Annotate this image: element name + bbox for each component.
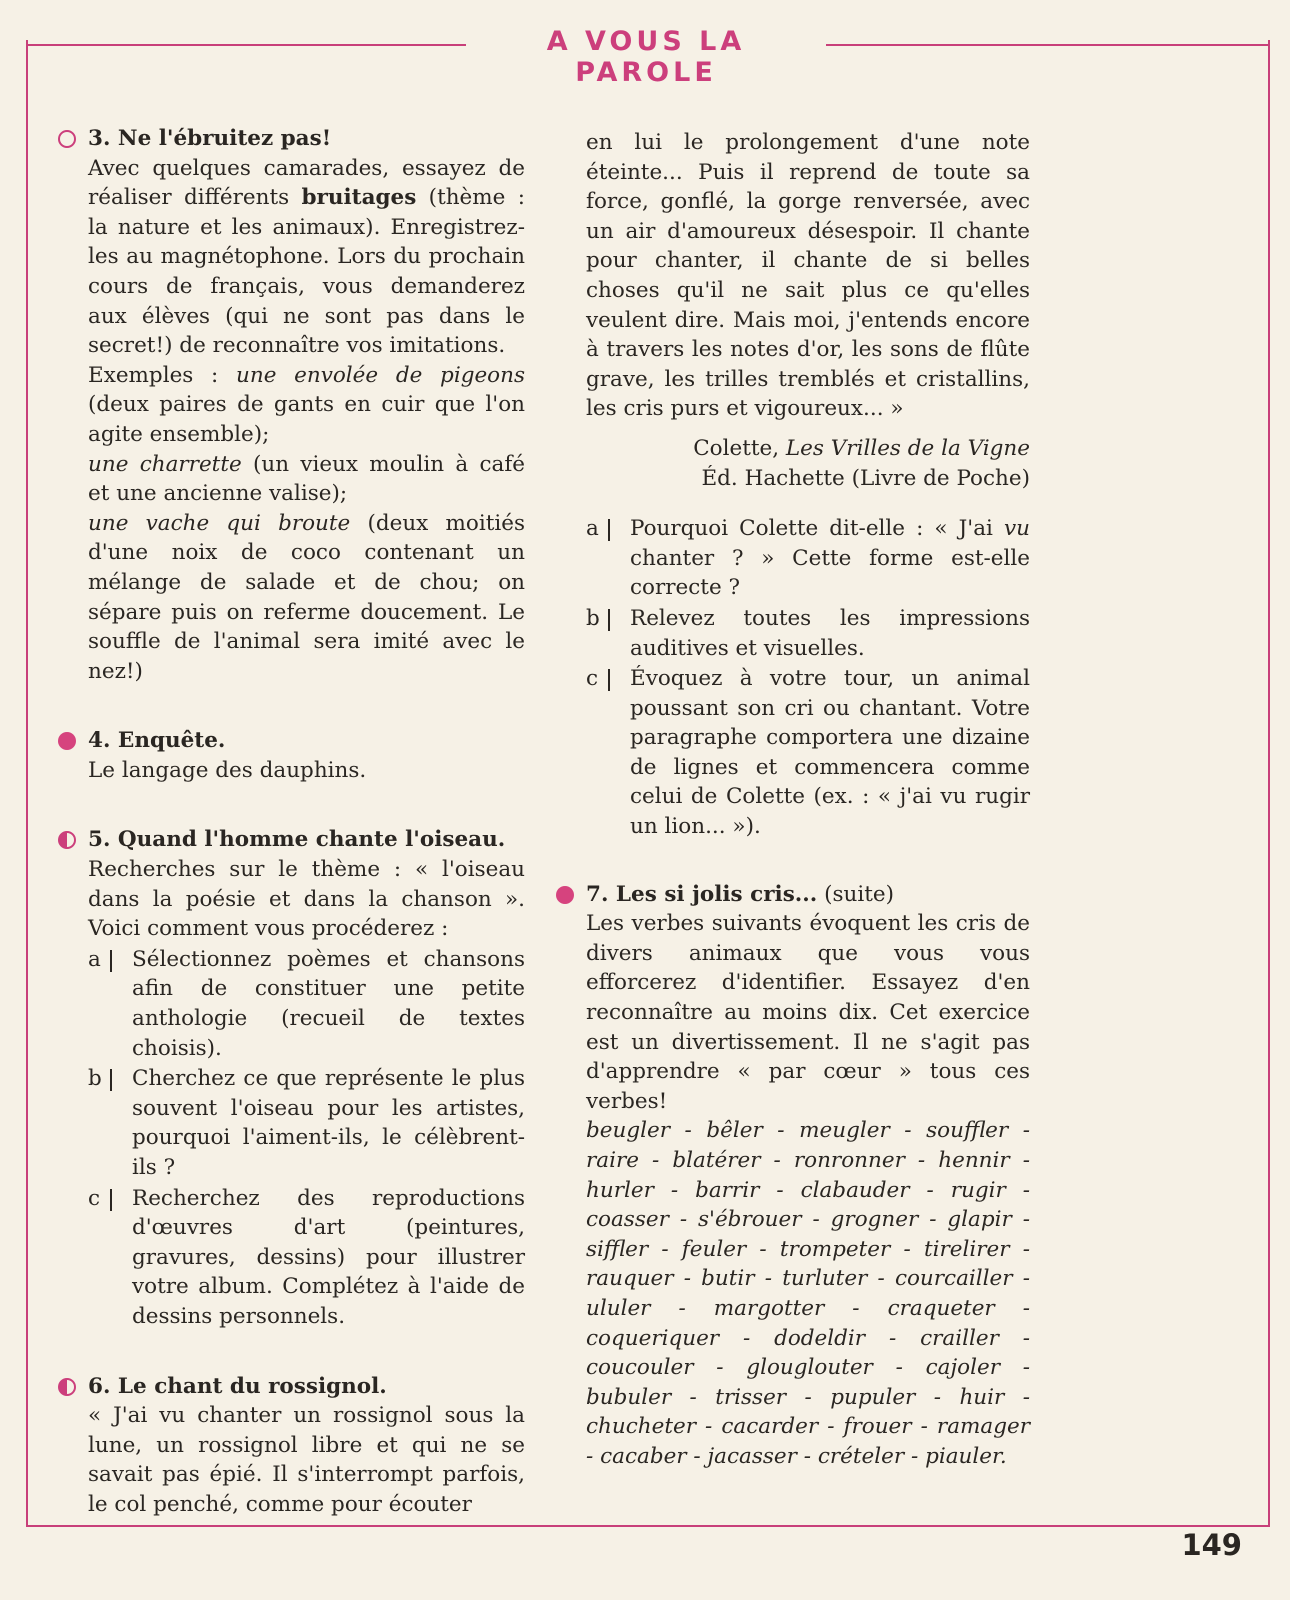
exercise-3-text: Avec quelques camarades, essayez de réaliser différents bruitages (thème : la nature et les animaux). Enregistrez-les au magnétophone. Lors du prochain cours de français, vous demanderez aux élèves (qui ne sont pas dans le secret!) de reconnaître vos imitations. xyxy=(88,155,525,359)
exercise-3 xyxy=(88,124,525,686)
exercise-6-title: 6. Le chant du rossignol. xyxy=(88,1373,387,1399)
exercise-7-text: Les verbes suivants évoquent les cris de divers animaux que vous vous efforcerez d'identifier. Essayez d'en reconnaître au moins dix. Cet exercice est un divertissement. Il ne s'agit pas d'apprendre « par cœur » tous ces verbes! xyxy=(586,911,1030,1114)
citation: Colette, Les Vrilles de la Vigne Éd. Hachette (Livre de Poche) xyxy=(693,435,1030,491)
header-rule-right xyxy=(826,44,1270,46)
exercise-6 xyxy=(88,1372,525,1520)
exercise-5-title: 5. Quand l'homme chante l'oiseau. xyxy=(88,827,506,853)
exercise-4-title: 4. Enquête. xyxy=(88,728,226,754)
exercise-6-quote-end: en lui le prolongement d'une note éteinte... Puis il reprend de toute sa force, gonflé, la gorge renversée, avec un air d'amoureux désespoir. Il chante pour chanter, il chante de si belles choses qu'il ne sait plus ce qu'elles veulent dire. Mais moi, j'entends encore à travers les notes d'or, les sons de flûte grave, les trilles tremblés et cristallins, les cris purs et vigoureux... » xyxy=(586,130,1030,422)
exercise-3-example-3: une vache qui broute (deux moitiés d'une noix de coco contenant un mélange de salade et de chou; on sépare puis on referme doucement. Le souffle de l'animal sera imité avec le nez!) xyxy=(88,510,525,684)
list-item: c Évoquez à votre tour, un animal poussant son cri ou chantant. Votre paragraphe comportera une dizaine de lignes et commencera comme celui de Colette (ex. : « j'ai vu rugir un lion... »). xyxy=(586,666,1030,840)
exercise-4-text: Le langage des dauphins. xyxy=(88,757,367,783)
exercise-7-title: 7. Les si jolis cris... (suite) xyxy=(586,881,894,907)
exercise-3-example-1: Exemples : une envolée de pigeons (deux paires de gants en cuir que l'on agite ensemble); xyxy=(88,362,526,447)
exercise-5-intro: Recherches sur le thème : « l'oiseau dans la poésie et dans la chanson ». Voici comment vous procéderez : xyxy=(88,857,525,942)
exercise-7 xyxy=(586,880,1030,1472)
section-header-title: A VOUS LA PAROLE xyxy=(546,26,746,88)
exercise-4 xyxy=(88,726,525,785)
filled-circle-icon xyxy=(556,886,574,904)
header-rule-left xyxy=(26,44,466,46)
exercise-5 xyxy=(88,825,525,1331)
exercise-6-quote-start: « J'ai vu chanter un rossignol sous la lune, un rossignol libre et qui ne se savait pas épié. Il s'interrompt parfois, le col penché, comme pour écouter xyxy=(88,1403,525,1517)
empty-circle-icon xyxy=(58,130,76,148)
right-column xyxy=(586,128,1030,1472)
exercise-3-example-2: une charrette (un vieux moulin à café et une ancienne valise); xyxy=(88,451,525,507)
left-column xyxy=(88,124,525,1520)
page-number: 149 xyxy=(1181,1528,1242,1562)
list-item: a Sélectionnez poèmes et chansons afin de constituer une petite anthologie (recueil de textes choisis). xyxy=(88,946,525,1061)
list-item: a Pourquoi Colette dit-elle : « J'ai vu chanter ? » Cette forme est-elle correcte ? xyxy=(586,516,1030,601)
exercise-7-verbs: beugler - bêler - meugler - souffler - raire - blatérer - ronronner - hennir - hurler - barrir - clabauder - rugir - coasser - s'ébrouer - grogner - glapir - siffler - feuler - trompeter - tirelirer - rauquer - butir - turluter - courcailler - ululer - margotter - craqueter - coqueriquer - dodeldir - crailler - coucouler - glouglouter - cajoler - bubuler - trisser - pupuler - huir - chucheter - cacarder - frouer - ramager - cacaber - jacasser - crételer - piauler. xyxy=(586,1118,1030,1469)
half-circle-icon xyxy=(58,1378,76,1396)
list-item: b Relevez toutes les impressions auditives et visuelles. xyxy=(586,605,1030,661)
list-item: c Recherchez des reproductions d'œuvres d'art (peintures, gravures, dessins) pour illustrer votre album. Complétez à l'aide de dessins personnels. xyxy=(88,1185,525,1329)
list-item: b Cherchez ce que représente le plus souvent l'oiseau pour les artistes, pourquoi l'aiment-ils, le célèbrent-ils ? xyxy=(88,1066,525,1180)
exercise-3-title: 3. Ne l'ébruitez pas! xyxy=(88,126,332,151)
